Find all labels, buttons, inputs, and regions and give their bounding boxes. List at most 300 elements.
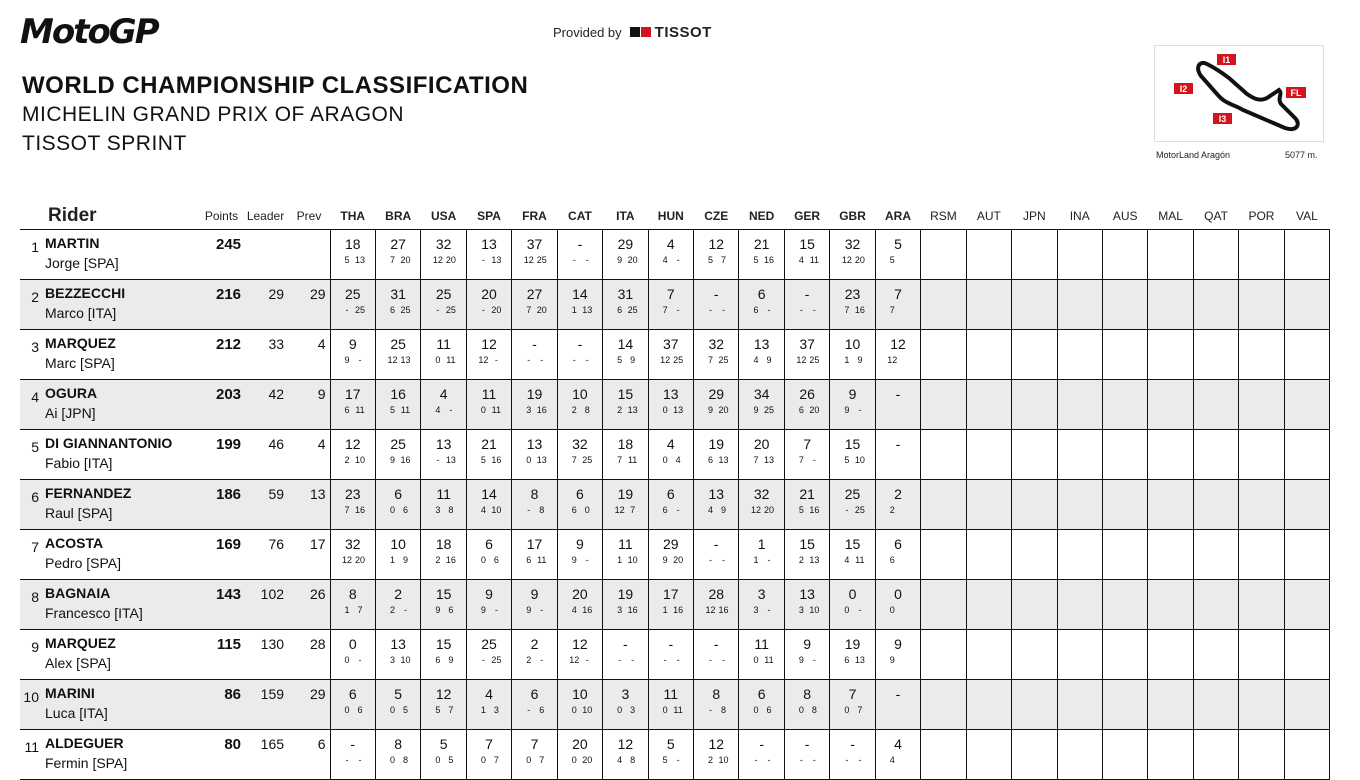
race-total: 32 bbox=[844, 236, 861, 252]
race-total: 5 bbox=[894, 236, 902, 252]
race-result-cell bbox=[830, 230, 875, 280]
race-breakdown bbox=[558, 604, 602, 616]
race-points: 20 bbox=[763, 505, 774, 515]
race-breakdown bbox=[512, 604, 556, 616]
race-result-cell bbox=[875, 280, 920, 330]
race-result-cell bbox=[1239, 380, 1284, 430]
race-result-cell bbox=[921, 530, 966, 580]
race-points: 7 bbox=[448, 705, 454, 715]
sprint-points: 12 bbox=[478, 355, 489, 365]
race-points: - bbox=[540, 605, 544, 615]
table-header-row bbox=[20, 203, 1330, 230]
race-breakdown bbox=[739, 404, 783, 416]
race-result-cell bbox=[603, 280, 648, 330]
race-points: - bbox=[722, 655, 726, 665]
sprint-points: 0 bbox=[844, 705, 850, 715]
position-value: 8 bbox=[31, 589, 39, 605]
sprint-points: 5 bbox=[617, 355, 623, 365]
race-total: 6 bbox=[757, 686, 766, 702]
race-result-cell bbox=[830, 430, 875, 480]
points-cell bbox=[200, 480, 243, 530]
race-points: 16 bbox=[400, 455, 411, 465]
race-points: 11 bbox=[627, 455, 638, 465]
race-total: 10 bbox=[844, 336, 861, 352]
race-total: 6 bbox=[394, 486, 403, 502]
race-total: 7 bbox=[803, 436, 811, 452]
race-result-cell bbox=[694, 630, 739, 680]
table-row bbox=[20, 380, 1330, 430]
race-result-cell bbox=[330, 530, 375, 580]
race-total: 19 bbox=[708, 436, 725, 452]
race-points: 7 bbox=[857, 705, 863, 715]
race-total: - bbox=[759, 736, 764, 752]
race-result-cell bbox=[694, 480, 739, 530]
race-total: - bbox=[713, 286, 719, 302]
race-breakdown bbox=[785, 654, 829, 666]
race-result-cell bbox=[603, 480, 648, 530]
race-breakdown bbox=[649, 454, 693, 466]
race-total: 0 bbox=[348, 636, 357, 652]
race-column-header: USA bbox=[421, 203, 466, 230]
position-cell bbox=[20, 480, 45, 530]
race-result-cell bbox=[875, 580, 920, 630]
race-result-cell bbox=[648, 430, 693, 480]
race-points: - bbox=[540, 655, 544, 665]
race-total: 25 bbox=[844, 486, 861, 502]
race-total: 32 bbox=[708, 336, 725, 352]
leader-gap-value: 42 bbox=[268, 386, 285, 402]
sprint-points: 5 bbox=[662, 755, 668, 765]
race-total: 27 bbox=[526, 286, 543, 302]
race-result-cell bbox=[648, 380, 693, 430]
race-result-cell bbox=[1012, 230, 1057, 280]
race-total: 7 bbox=[848, 686, 857, 702]
race-points: 10 bbox=[400, 655, 411, 665]
race-total: 17 bbox=[344, 386, 361, 402]
race-total: - bbox=[623, 636, 628, 652]
race-result-cell bbox=[1284, 380, 1329, 430]
race-result-cell bbox=[966, 580, 1011, 630]
race-result-cell bbox=[694, 280, 739, 330]
rider-surname: DI GIANNANTONIO bbox=[45, 435, 173, 451]
race-breakdown bbox=[649, 404, 693, 416]
sprint-points: 6 bbox=[662, 505, 668, 515]
position-value: 4 bbox=[31, 389, 39, 405]
race-points: 10 bbox=[809, 605, 820, 615]
sprint-points: 9 bbox=[844, 405, 850, 415]
classification-body bbox=[20, 230, 1330, 780]
race-points: 25 bbox=[854, 505, 865, 515]
race-total: 6 bbox=[757, 286, 766, 302]
race-total: 25 bbox=[481, 636, 497, 652]
race-total: 6 bbox=[485, 536, 493, 552]
race-column-header: QAT bbox=[1193, 203, 1238, 230]
race-result-cell bbox=[966, 480, 1011, 530]
race-total: 11 bbox=[436, 486, 451, 502]
race-result-cell bbox=[1239, 530, 1284, 580]
race-result-cell bbox=[784, 580, 829, 630]
race-breakdown bbox=[603, 704, 647, 716]
race-points: - bbox=[676, 305, 680, 315]
race-total: 12 bbox=[617, 736, 634, 752]
race-total: 37 bbox=[799, 336, 815, 352]
sprint-points: - bbox=[481, 655, 485, 665]
race-total: 17 bbox=[526, 536, 543, 552]
sprint-points: - bbox=[572, 255, 576, 265]
race-result-cell bbox=[1148, 480, 1193, 530]
race-points: - bbox=[858, 755, 862, 765]
race-result-cell bbox=[421, 680, 466, 730]
race-result-cell bbox=[921, 230, 966, 280]
race-result-cell bbox=[921, 630, 966, 680]
race-result-cell bbox=[1193, 530, 1238, 580]
race-column-header: NED bbox=[739, 203, 784, 230]
race-result-cell bbox=[1102, 580, 1147, 630]
race-result-cell bbox=[1148, 580, 1193, 630]
sprint-points: 0 bbox=[662, 455, 668, 465]
leader-gap-value bbox=[243, 230, 288, 236]
sprint-points: 5 bbox=[389, 405, 395, 415]
race-breakdown bbox=[331, 704, 375, 716]
race-points: 13 bbox=[536, 455, 547, 465]
sprint-points: 4 bbox=[480, 505, 486, 515]
sprint-points: - bbox=[345, 755, 349, 765]
sprint-points: - bbox=[845, 505, 849, 515]
position-cell bbox=[20, 280, 45, 330]
sprint-points: 6 bbox=[435, 655, 441, 665]
race-total: 9 bbox=[894, 636, 902, 652]
rider-cell bbox=[45, 330, 200, 380]
race-points: - bbox=[585, 655, 589, 665]
race-result-cell bbox=[330, 380, 375, 430]
race-result-cell bbox=[421, 480, 466, 530]
race-result-cell bbox=[1239, 330, 1284, 380]
race-points: 6 bbox=[766, 705, 772, 715]
race-points: 16 bbox=[854, 305, 865, 315]
race-breakdown bbox=[467, 254, 511, 266]
leader-gap-cell bbox=[243, 580, 288, 630]
sector-i1-marker bbox=[1217, 54, 1236, 65]
race-result-cell bbox=[603, 630, 648, 680]
race-result-cell bbox=[330, 730, 375, 780]
sprint-points: 0 bbox=[480, 405, 486, 415]
race-result-cell bbox=[466, 630, 511, 680]
sprint-points: 5 bbox=[889, 255, 895, 265]
race-points: 20 bbox=[718, 405, 729, 415]
race-points: - bbox=[676, 755, 680, 765]
race-breakdown bbox=[421, 304, 465, 316]
race-column-header: GER bbox=[784, 203, 829, 230]
race-result-cell bbox=[1284, 230, 1329, 280]
race-points: 5 bbox=[448, 755, 454, 765]
race-result-cell bbox=[1239, 680, 1284, 730]
prev-gap-value: 4 bbox=[317, 336, 326, 352]
sprint-points: 7 bbox=[571, 455, 577, 465]
sprint-points: 0 bbox=[344, 655, 350, 665]
race-breakdown bbox=[649, 354, 693, 366]
race-breakdown bbox=[603, 354, 647, 366]
race-total: 32 bbox=[344, 536, 361, 552]
sector-i3-marker bbox=[1213, 113, 1232, 124]
sprint-points: 1 bbox=[571, 305, 577, 315]
race-total: 19 bbox=[526, 386, 543, 402]
race-total: 12 bbox=[572, 636, 588, 652]
race-points: 9 bbox=[402, 555, 408, 565]
table-row bbox=[20, 480, 1330, 530]
race-total: 28 bbox=[708, 586, 725, 602]
race-result-cell bbox=[421, 530, 466, 580]
race-result-cell bbox=[921, 580, 966, 630]
race-breakdown bbox=[603, 504, 647, 516]
race-result-cell bbox=[1193, 580, 1238, 630]
race-points: 25 bbox=[627, 305, 638, 315]
race-breakdown bbox=[739, 354, 783, 366]
race-total: 23 bbox=[844, 286, 861, 302]
race-result-cell bbox=[1284, 280, 1329, 330]
race-result-cell bbox=[1012, 380, 1057, 430]
sprint-points: 0 bbox=[435, 755, 441, 765]
race-column-header: CZE bbox=[694, 203, 739, 230]
race-result-cell bbox=[739, 730, 784, 780]
sprint-points: - bbox=[481, 305, 485, 315]
sprint-points: - bbox=[845, 755, 849, 765]
race-result-cell bbox=[557, 680, 602, 730]
race-result-cell bbox=[875, 680, 920, 730]
race-breakdown bbox=[331, 554, 375, 566]
race-result-cell bbox=[830, 330, 875, 380]
race-result-cell bbox=[512, 480, 557, 530]
race-total: 13 bbox=[708, 486, 725, 502]
prev-gap-value: 6 bbox=[317, 736, 326, 752]
race-result-cell bbox=[1239, 430, 1284, 480]
race-result-cell bbox=[603, 430, 648, 480]
race-result-cell bbox=[921, 430, 966, 480]
race-breakdown bbox=[603, 304, 647, 316]
race-total: 12 bbox=[344, 436, 361, 452]
race-total: 10 bbox=[572, 686, 588, 702]
race-result-cell bbox=[1102, 480, 1147, 530]
position-cell bbox=[20, 580, 45, 630]
race-result-cell bbox=[1012, 680, 1057, 730]
race-points: 13 bbox=[718, 455, 729, 465]
leader-gap-cell bbox=[243, 230, 288, 280]
leader-column-header: Leader bbox=[243, 203, 288, 230]
race-total: 37 bbox=[663, 336, 679, 352]
race-total: 32 bbox=[572, 436, 588, 452]
race-points: - bbox=[358, 755, 362, 765]
race-result-cell bbox=[875, 230, 920, 280]
race-result-cell bbox=[875, 480, 920, 530]
points-cell bbox=[200, 280, 243, 330]
sprint-points: 12 bbox=[796, 355, 807, 365]
sprint-points: 12 bbox=[342, 555, 353, 565]
race-result-cell bbox=[1193, 730, 1238, 780]
race-result-cell bbox=[784, 480, 829, 530]
sprint-points: 12 bbox=[841, 255, 852, 265]
race-column-header: VAL bbox=[1284, 203, 1329, 230]
race-points: 25 bbox=[536, 255, 547, 265]
leader-gap-cell bbox=[243, 680, 288, 730]
race-points: - bbox=[812, 455, 816, 465]
race-breakdown bbox=[785, 354, 829, 366]
sprint-points: 6 bbox=[889, 555, 895, 565]
race-result-cell bbox=[1102, 680, 1147, 730]
classification-table bbox=[20, 203, 1330, 780]
rider-firstname: Fabio [ITA] bbox=[45, 455, 113, 471]
race-points: - bbox=[858, 405, 862, 415]
race-column-header: MAL bbox=[1148, 203, 1193, 230]
race-total: 4 bbox=[666, 236, 675, 252]
race-points: 9 bbox=[630, 355, 636, 365]
race-breakdown bbox=[694, 404, 738, 416]
race-column-header: CAT bbox=[557, 203, 602, 230]
sprint-points: 7 bbox=[753, 455, 759, 465]
race-points: - bbox=[540, 355, 544, 365]
leader-gap-cell bbox=[243, 730, 288, 780]
race-total: 8 bbox=[348, 586, 357, 602]
race-result-cell bbox=[1148, 380, 1193, 430]
sprint-points: 0 bbox=[389, 505, 395, 515]
race-total: 14 bbox=[572, 286, 588, 302]
race-breakdown bbox=[739, 704, 783, 716]
leader-gap-value: 165 bbox=[260, 736, 285, 752]
race-result-cell bbox=[1193, 330, 1238, 380]
race-breakdown bbox=[421, 654, 465, 666]
race-result-cell bbox=[375, 530, 420, 580]
leader-gap-value: 33 bbox=[268, 336, 285, 352]
race-points: - bbox=[722, 555, 726, 565]
race-result-cell bbox=[1012, 330, 1057, 380]
circuit-map-icon bbox=[1155, 46, 1323, 141]
race-result-cell bbox=[466, 530, 511, 580]
race-points: 25 bbox=[355, 305, 366, 315]
race-result-cell bbox=[648, 280, 693, 330]
race-breakdown bbox=[876, 504, 920, 516]
prev-gap-cell bbox=[288, 730, 330, 780]
race-points: 20 bbox=[355, 555, 366, 565]
race-breakdown bbox=[331, 254, 375, 266]
race-points: 11 bbox=[855, 555, 865, 565]
sprint-points: 1 bbox=[844, 355, 850, 365]
race-breakdown bbox=[785, 504, 829, 516]
race-breakdown bbox=[421, 704, 465, 716]
race-result-cell bbox=[830, 280, 875, 330]
race-points: - bbox=[767, 755, 771, 765]
race-breakdown bbox=[421, 404, 465, 416]
race-result-cell bbox=[557, 430, 602, 480]
sprint-points: 0 bbox=[617, 705, 623, 715]
race-points: 9 bbox=[766, 355, 772, 365]
rider-firstname: Ai [JPN] bbox=[45, 405, 96, 421]
race-breakdown bbox=[694, 504, 738, 516]
race-breakdown bbox=[830, 654, 874, 666]
race-points: - bbox=[494, 605, 498, 615]
race-total: 8 bbox=[712, 686, 721, 702]
race-total: 15 bbox=[799, 536, 815, 552]
race-total: 25 bbox=[435, 286, 452, 302]
race-breakdown bbox=[694, 304, 738, 316]
race-breakdown bbox=[512, 654, 556, 666]
race-result-cell bbox=[966, 730, 1011, 780]
rider-firstname: Francesco [ITA] bbox=[45, 605, 143, 621]
race-result-cell bbox=[1239, 280, 1284, 330]
race-result-cell bbox=[512, 280, 557, 330]
race-result-cell bbox=[1012, 280, 1057, 330]
race-total: 13 bbox=[435, 436, 452, 452]
table-row bbox=[20, 680, 1330, 730]
race-total: 11 bbox=[436, 336, 451, 352]
race-total: 11 bbox=[481, 386, 497, 402]
sprint-points: 12 bbox=[387, 355, 398, 365]
race-result-cell bbox=[1193, 230, 1238, 280]
race-breakdown bbox=[603, 454, 647, 466]
race-result-cell bbox=[557, 530, 602, 580]
sprint-points: 0 bbox=[480, 555, 486, 565]
race-total: 37 bbox=[526, 236, 543, 252]
race-total: 21 bbox=[753, 236, 770, 252]
sprint-points: 12 bbox=[750, 505, 761, 515]
race-total: 12 bbox=[708, 736, 725, 752]
race-breakdown bbox=[830, 254, 874, 266]
race-total: 12 bbox=[890, 336, 906, 352]
race-result-cell bbox=[466, 430, 511, 480]
race-result-cell bbox=[1057, 380, 1102, 430]
race-result-cell bbox=[921, 480, 966, 530]
race-result-cell bbox=[739, 430, 784, 480]
sprint-points: 0 bbox=[344, 705, 350, 715]
rider-surname: FERNANDEZ bbox=[45, 485, 132, 501]
race-breakdown bbox=[331, 654, 375, 666]
sprint-points: 6 bbox=[617, 305, 623, 315]
race-total: 8 bbox=[394, 736, 403, 752]
sprint-points: 9 bbox=[480, 605, 486, 615]
circuit-name: MotorLand Aragón bbox=[1156, 150, 1231, 160]
race-points: 20 bbox=[854, 255, 865, 265]
race-total: 21 bbox=[799, 486, 815, 502]
race-result-cell bbox=[375, 380, 420, 430]
race-result-cell bbox=[694, 580, 739, 630]
sprint-points: 0 bbox=[526, 755, 532, 765]
race-total: - bbox=[895, 686, 901, 702]
sprint-points: 9 bbox=[753, 405, 759, 415]
race-breakdown bbox=[512, 704, 556, 716]
sprint-points: 0 bbox=[571, 755, 577, 765]
sprint-points: 4 bbox=[798, 255, 804, 265]
race-breakdown bbox=[694, 704, 738, 716]
race-result-cell bbox=[1284, 630, 1329, 680]
prev-gap-value bbox=[288, 230, 330, 236]
race-breakdown bbox=[331, 304, 375, 316]
sprint-points: 1 bbox=[617, 555, 623, 565]
race-result-cell bbox=[557, 580, 602, 630]
race-breakdown bbox=[376, 604, 420, 616]
race-breakdown bbox=[876, 354, 920, 366]
race-total: - bbox=[577, 236, 583, 252]
race-points: 16 bbox=[763, 255, 774, 265]
race-breakdown bbox=[876, 554, 920, 566]
race-result-cell bbox=[557, 280, 602, 330]
race-points: 13 bbox=[445, 455, 456, 465]
race-total: 2 bbox=[530, 636, 539, 652]
race-result-cell bbox=[739, 380, 784, 430]
sprint-points: 2 bbox=[571, 405, 577, 415]
sprint-points: 0 bbox=[662, 405, 668, 415]
race-breakdown bbox=[376, 654, 420, 666]
sprint-points: 0 bbox=[526, 455, 532, 465]
race-total: 20 bbox=[481, 286, 497, 302]
race-breakdown bbox=[649, 304, 693, 316]
position-cell bbox=[20, 430, 45, 480]
